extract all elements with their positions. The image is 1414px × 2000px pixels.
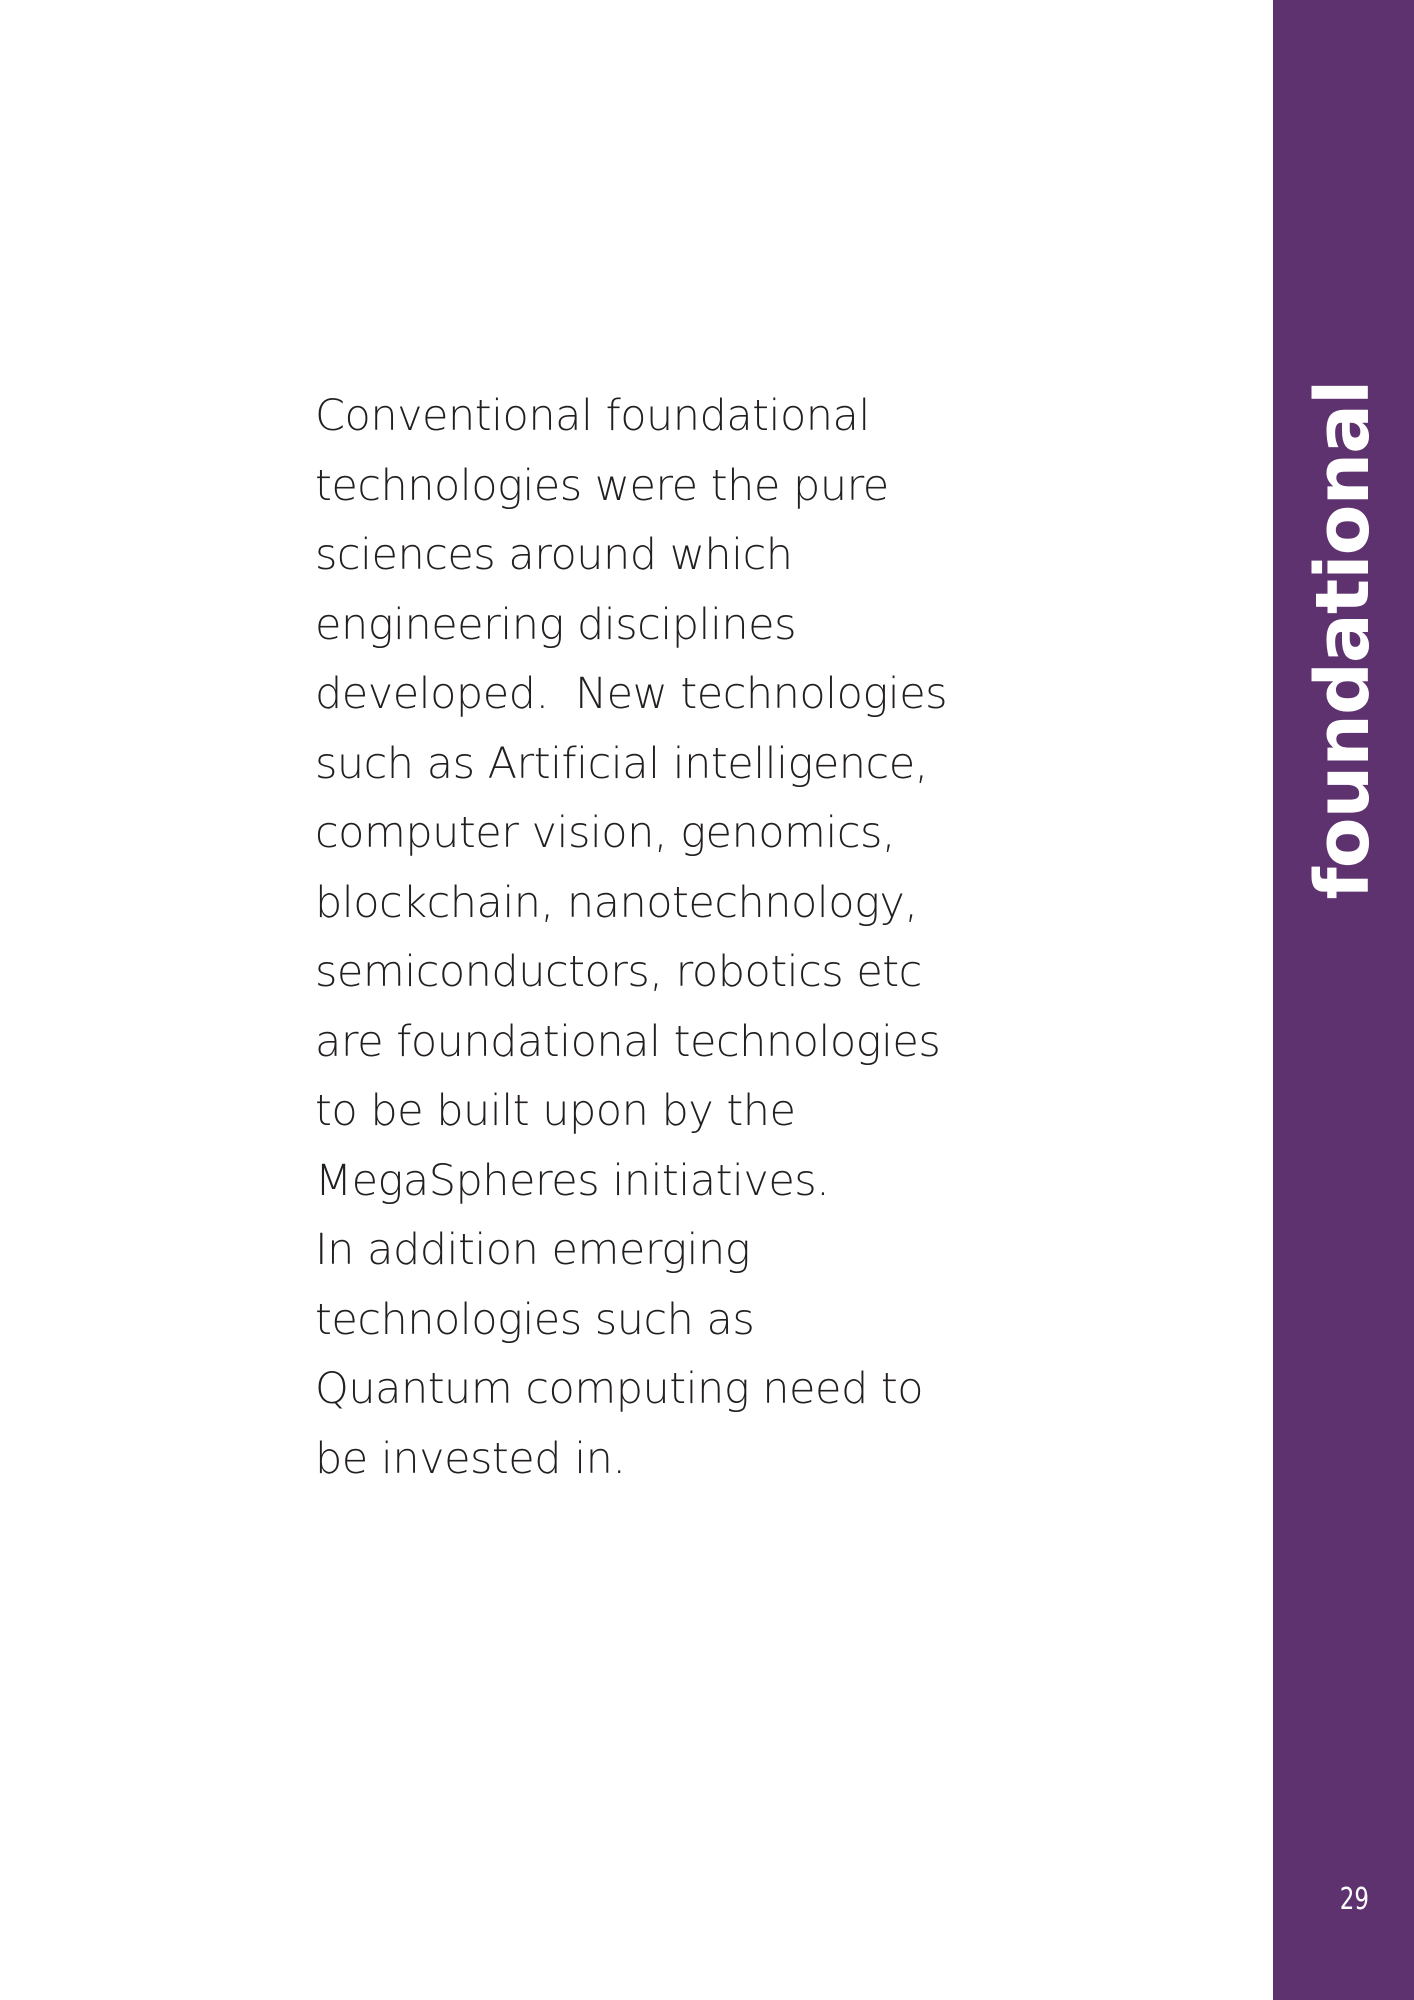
body-line: sciences around which (315, 530, 793, 580)
body-line: developed. New technologies (315, 669, 948, 719)
page-number: 29 (1339, 1882, 1369, 1917)
body-line: blockchain, nanotechnology, (315, 877, 918, 928)
body-line: computer vision, genomics, (315, 808, 896, 858)
body-line: such as Artificial intelligence, (315, 738, 928, 789)
body-line: MegaSpheres initiatives. (315, 1155, 830, 1206)
body-line: In addition emerging (315, 1225, 751, 1275)
body-line: technologies such as (315, 1294, 755, 1345)
body-line: technologies were the pure (315, 460, 889, 511)
body-line: engineering disciplines (315, 599, 797, 650)
body-line: are foundational technologies (315, 1016, 941, 1067)
sidebar-band (1273, 0, 1414, 2000)
sidebar-title-container (1273, 380, 1414, 900)
body-line: be invested in. (315, 1433, 626, 1484)
body-paragraph (315, 382, 995, 1494)
body-line: to be built upon by the (315, 1086, 796, 1136)
body-line: semiconductors, robotics etc (315, 947, 922, 997)
body-line: Conventional foundational (315, 391, 870, 441)
sidebar-title: foundational (1300, 380, 1386, 900)
body-line: Quantum computing need to (315, 1364, 924, 1414)
